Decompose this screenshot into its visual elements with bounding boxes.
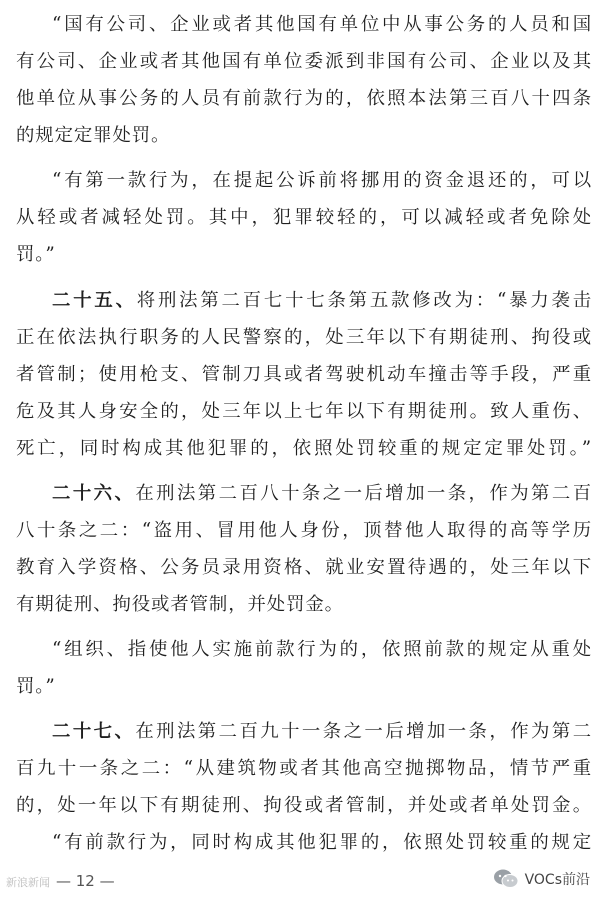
article-26-text: 在刑法第二百八十条之一后增加一条，作为第二百 (135, 483, 592, 504)
watermark: 新浪新闻 (6, 876, 50, 889)
text-line: 死亡，同时构成其他犯罪的，依照处罚较重的规定定罪处罚。” (16, 438, 592, 459)
article-25-label: 二十五、 (52, 290, 137, 311)
text-line: “组织、指使他人实施前款行为的，依照前款的规定从重处 (52, 639, 592, 660)
text-line: “国有公司、企业或者其他国有单位中从事公务的人员和国 (52, 14, 592, 35)
article-27-label: 二十七、 (52, 721, 136, 742)
text-line: 者管制；使用枪支、管制刀具或者驾驶机动车撞击等手段，严重 (16, 364, 592, 385)
text-line: 罚。” (16, 244, 56, 265)
article-25-text: 将刑法第二百七十七条第五款修改为：“暴力袭击 (136, 290, 593, 311)
text-line: 的规定定罪处罚。 (16, 125, 171, 146)
text-line: “有前款行为，同时构成其他犯罪的，依照处罚较重的规定 (52, 832, 592, 853)
account-name: VOCs前沿 (524, 872, 590, 888)
text-line: 百九十一条之二：“从建筑物或者其他高空抛掷物品，情节严重 (16, 758, 592, 779)
text-line: 有公司、企业或者其他国有单位委派到非国有公司、企业以及其 (16, 51, 592, 72)
account-badge[interactable] (493, 866, 590, 892)
page-number: — 12 — (56, 872, 115, 890)
article-26-first-line (52, 479, 592, 509)
article-26-label: 二十六、 (52, 483, 136, 504)
text-line: 从轻或者减轻处罚。其中，犯罪较轻的，可以减轻或者免除处 (16, 207, 592, 228)
wechat-icon (493, 868, 519, 890)
text-line: 的，处一年以下有期徒刑、拘役或者管制，并处或者单处罚金。 (16, 795, 592, 816)
text-line: 八十条之二：“盗用、冒用他人身份，顶替他人取得的高等学历 (16, 520, 592, 541)
text-line: 他单位从事公务的人员有前款行为的，依照本法第三百八十四条 (16, 88, 592, 109)
text-line: 罚。” (16, 676, 56, 697)
text-line: 危及其人身安全的，处三年以上七年以下有期徒刑。致人重伤、 (16, 401, 592, 422)
article-25-first-line (52, 286, 592, 316)
page-footer (6, 870, 115, 892)
text-line: 教育入学资格、公务员录用资格、就业安置待遇的，处三年以下 (16, 557, 592, 578)
article-27-first-line (52, 717, 592, 747)
text-line: “有第一款行为，在提起公诉前将挪用的资金退还的，可以 (52, 170, 592, 191)
text-line: 正在依法执行职务的人民警察的，处三年以下有期徒刑、拘役或 (16, 327, 592, 348)
article-27-text: 在刑法第二百九十一条之一后增加一条，作为第二 (135, 721, 592, 742)
text-line: 有期徒刑、拘役或者管制，并处罚金。 (16, 594, 344, 615)
